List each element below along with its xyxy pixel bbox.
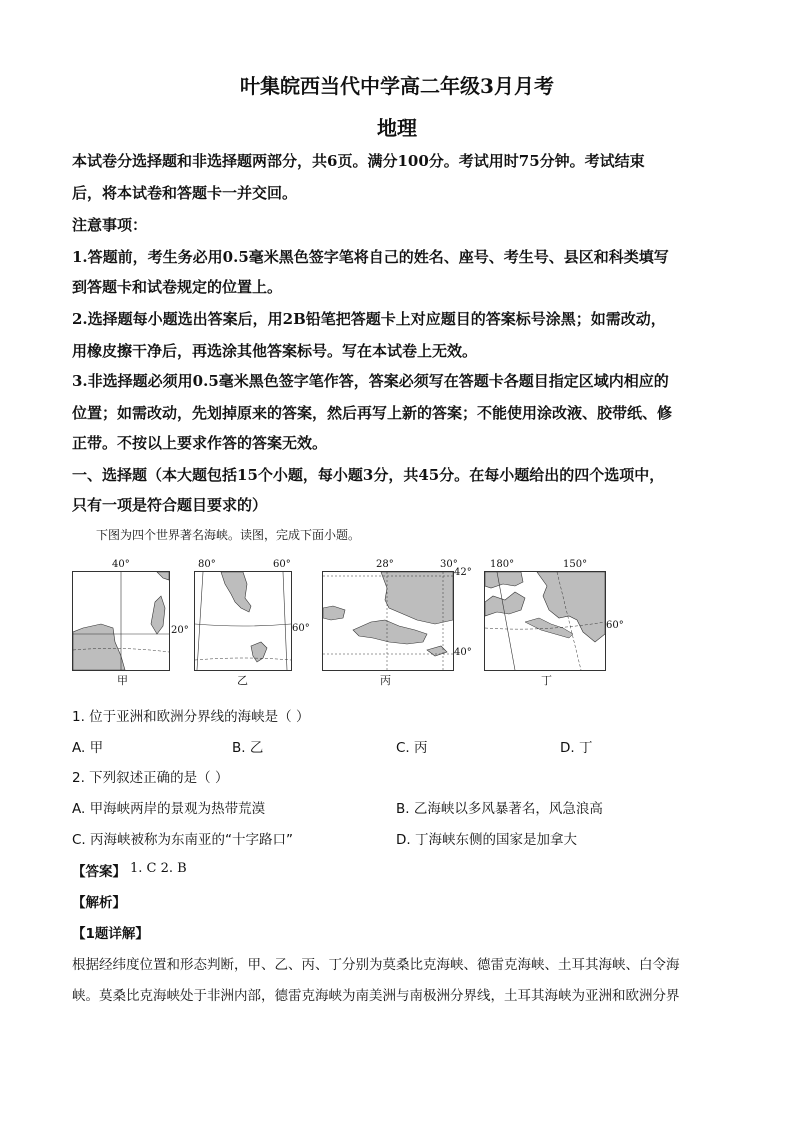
notice-item-2-line-1: 2.选择题每小题选出答案后，用2B铅笔把答题卡上对应题目的答案标号涂黑；如需改动，	[72, 310, 666, 328]
map-ding-lat-label: 60°	[606, 620, 624, 631]
question-2-option-a: A. 甲海峡两岸的景观为热带荒漠	[72, 801, 266, 817]
analysis-line-1: 根据经纬度位置和形态判断，甲、乙、丙、丁分别为莫桑比克海峡、德雷克海峡、土耳其海峡、白令海	[72, 957, 680, 973]
subject-title: 地理	[377, 116, 417, 140]
map-ding-name: 丁	[541, 674, 552, 687]
question-1-option-b: B. 乙	[232, 740, 264, 756]
notice-item-1-line-1: 1.答题前，考生务必用0.5毫米黑色签字笔将自己的姓名、座号、考生号、县区和科类填写	[72, 248, 669, 266]
analysis-detail-label: 【1题详解】	[72, 926, 149, 942]
map-bing-lon-label-2: 30°	[440, 559, 458, 570]
question-1-option-c: C. 丙	[396, 740, 428, 756]
map-yi-lat-label: 60°	[292, 623, 310, 634]
map-bing-lat-label-1: 42°	[454, 567, 472, 578]
map-yi-lon-label-1: 80°	[198, 559, 216, 570]
figure-caption: 下图为四个世界著名海峡。读图，完成下面小题。	[96, 528, 361, 542]
map-jia-lat-label: 20°	[171, 625, 189, 636]
map-ding-lon-label-2: 150°	[563, 559, 588, 570]
question-2-option-c: C. 丙海峡被称为东南亚的“十字路口”	[72, 832, 293, 848]
map-bing	[322, 571, 454, 671]
answer-label: 【答案】	[72, 864, 126, 880]
notice-item-1-line-2: 到答题卡和试卷规定的位置上。	[72, 278, 283, 296]
intro-line-2: 后，将本试卷和答题卡一并交回。	[72, 184, 298, 202]
map-yi	[194, 571, 292, 671]
answer-values: 1. C 2. B	[130, 861, 187, 876]
section-heading-line-1: 一、选择题（本大题包括15个小题，每小题3分，共45分。在每小题给出的四个选项中，	[72, 466, 665, 484]
map-bing-name: 丙	[380, 674, 391, 687]
question-2-option-d: D. 丁海峡东侧的国家是加拿大	[396, 832, 577, 848]
question-1-stem: 1. 位于亚洲和欧洲分界线的海峡是（ ）	[72, 709, 310, 725]
map-jia-name: 甲	[117, 674, 128, 687]
map-bing-lon-label-1: 28°	[376, 559, 394, 570]
map-bing-lat-label-2: 40°	[454, 647, 472, 658]
question-1-option-d: D. 丁	[560, 740, 593, 756]
intro-line-1: 本试卷分选择题和非选择题两部分，共6页。满分100分。考试用时75分钟。考试结束	[72, 152, 645, 170]
map-yi-lon-label-2: 60°	[273, 559, 291, 570]
exam-title: 叶集皖西当代中学高二年级3月月考	[240, 74, 554, 98]
map-ding	[484, 571, 606, 671]
map-jia-lon-label: 40°	[112, 559, 130, 570]
map-yi-name: 乙	[237, 674, 248, 687]
analysis-line-2: 峡。莫桑比克海峡处于非洲内部，德雷克海峡为南美洲与南极洲分界线，土耳其海峡为亚洲和欧洲分界	[72, 988, 680, 1004]
question-1-option-a: A. 甲	[72, 740, 104, 756]
notice-item-2-line-2: 用橡皮擦干净后，再选涂其他答案标号。写在本试卷上无效。	[72, 342, 478, 360]
question-2-option-b: B. 乙海峡以多风暴著名，风急浪高	[396, 801, 603, 817]
notice-item-3-line-1: 3.非选择题必须用0.5毫米黑色签字笔作答，答案必须写在答题卡各题目指定区域内相应的	[72, 372, 669, 390]
notice-label: 注意事项：	[72, 216, 148, 234]
analysis-label: 【解析】	[72, 895, 126, 911]
section-heading-line-2: 只有一项是符合题目要求的）	[72, 496, 268, 514]
notice-item-3-line-3: 正带。不按以上要求作答的答案无效。	[72, 434, 328, 452]
map-jia	[72, 571, 170, 671]
notice-item-3-line-2: 位置；如需改动，先划掉原来的答案，然后再写上新的答案；不能使用涂改液、胶带纸、修	[72, 404, 673, 422]
question-2-stem: 2. 下列叙述正确的是（ ）	[72, 770, 229, 786]
map-ding-lon-label-1: 180°	[490, 559, 515, 570]
